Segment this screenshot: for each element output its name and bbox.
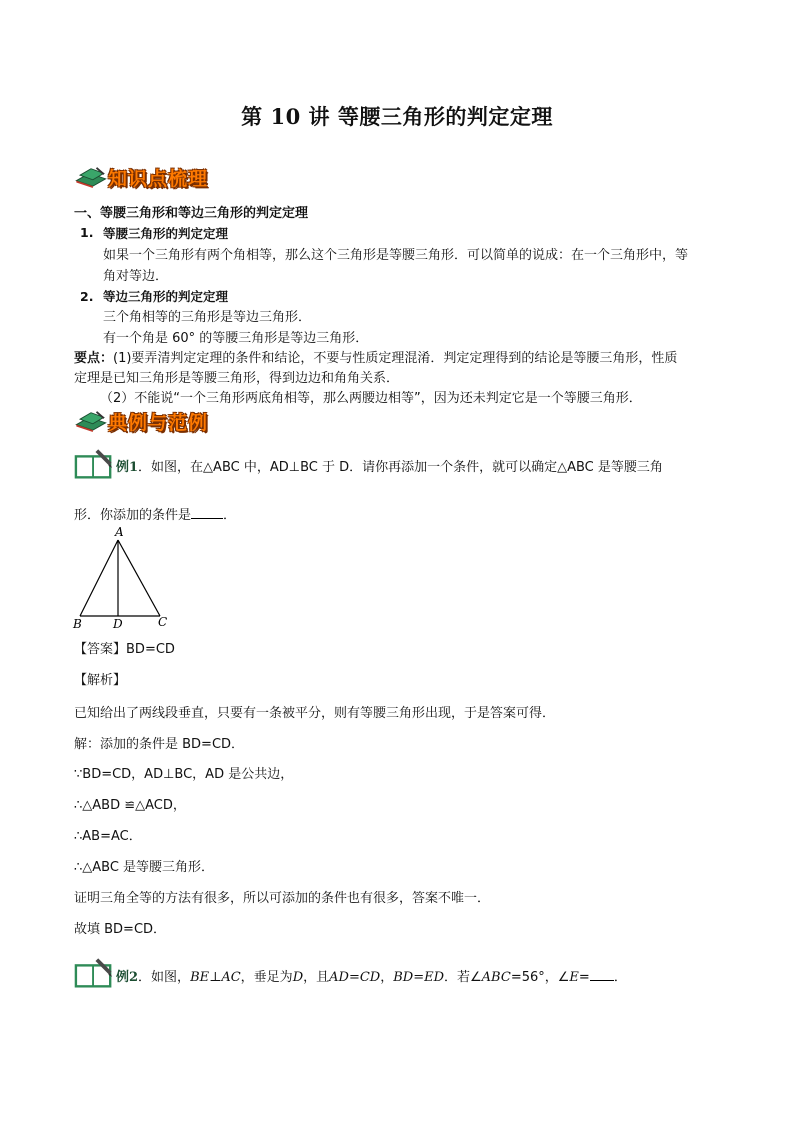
ex2-math: BE⊥AC	[190, 970, 241, 985]
ex2-text: ，且	[303, 970, 330, 985]
ex2-math: AD=CD	[329, 970, 381, 985]
notebook-pencil-icon	[74, 955, 114, 991]
triangle-figure	[70, 524, 170, 634]
vertex-label-a: A	[115, 525, 124, 539]
section-heading: 一、等腰三角形和等边三角形的判定定理	[74, 206, 309, 221]
examples-banner	[74, 406, 208, 436]
analysis-line: ∴AB=AC．	[74, 829, 142, 844]
analysis-line: ∴△ABC 是等腰三角形．	[74, 860, 215, 875]
item1-number: 1.	[80, 225, 94, 240]
example1-text-b-end: ．	[223, 508, 237, 523]
ex2-text: ．如图，	[138, 970, 191, 985]
key-text-a: (1)要弄清判定定理的条件和结论，不要与性质定理混淆．判定定理得到的结论是等腰三角形，性质	[113, 351, 678, 366]
ex2-text: =	[578, 970, 590, 985]
ex2-text: ．	[613, 970, 627, 985]
ex2-math: ABC	[481, 970, 511, 985]
answer-label: 【答案】	[74, 642, 127, 657]
books-icon	[74, 410, 108, 432]
example1-label: 例1	[116, 460, 139, 475]
item1-title: 等腰三角形的判定定理	[103, 226, 229, 241]
analysis-line: ∴△ABD ≌△ACD，	[74, 798, 186, 813]
page-title: 第 10 讲 等腰三角形的判定定理	[241, 104, 553, 129]
analysis-line: ∵BD=CD，AD⊥BC，AD 是公共边，	[74, 767, 294, 782]
item2-number: 2.	[80, 289, 94, 304]
analysis-line: 故填 BD=CD．	[74, 922, 167, 937]
key-label: 要点：	[74, 351, 114, 366]
books-icon	[74, 166, 108, 188]
vertex-label-c: C	[158, 615, 168, 629]
answer-value: BD=CD	[126, 642, 175, 657]
example2-label: 例2	[116, 970, 139, 985]
answer-blank	[191, 506, 223, 519]
vertex-label-d: D	[113, 617, 123, 631]
ex2-math: D	[292, 970, 304, 985]
example1-text-b: 形．你添加的条件是	[74, 508, 192, 523]
analysis-line: 已知给出了两线段垂直，只要有一条被平分，则有等腰三角形出现，于是答案可得．	[74, 706, 556, 721]
key-text-c: （2）不能说“一个三角形两底角相等，那么两腰边相等”，因为还未判定它是一个等腰三角形．	[100, 391, 642, 406]
ex2-text: ．若∠	[444, 970, 482, 985]
examples-banner-label: 典例与范例	[108, 411, 209, 434]
notebook-pencil-icon	[74, 446, 114, 482]
vertex-label-b: B	[73, 617, 82, 631]
item2-title: 等边三角形的判定定理	[103, 289, 229, 304]
ex2-text: ，	[380, 970, 394, 985]
ex2-text: ，垂足为	[240, 970, 293, 985]
example1-answer	[74, 638, 175, 657]
example1-text-a: ．如图，在△ABC 中，AD⊥BC 于 D．请你再添加一个条件，就可以确定△ABC 是等腰三角	[138, 460, 663, 475]
knowledge-banner-label: 知识点梳理	[108, 167, 209, 190]
example2-question	[116, 966, 627, 985]
example1-question-b	[74, 504, 236, 523]
analysis-label: 【解析】	[74, 673, 127, 688]
item2-text-b: 有一个角是 60° 的等腰三角形是等边三角形．	[103, 331, 369, 346]
analysis-line: 解：添加的条件是 BD=CD．	[74, 737, 245, 752]
ex2-math: E	[569, 970, 579, 985]
knowledge-banner	[74, 162, 208, 192]
key-text-b: 定理是已知三角形是等腰三角形，得到边边和角角关系．	[74, 371, 400, 386]
item1-text-a: 如果一个三角形有两个角相等，那么这个三角形是等腰三角形．可以简单的说成：在一个三角形中，等	[103, 248, 689, 263]
analysis-line: 证明三角全等的方法有很多，所以可添加的条件也有很多，答案不唯一．	[74, 891, 491, 906]
item1-text-b: 角对等边．	[103, 269, 169, 284]
key-points	[74, 347, 677, 366]
ex2-math: BD=ED	[393, 970, 445, 985]
ex2-text: =56°，∠	[510, 970, 570, 985]
item2-text-a: 三个角相等的三角形是等边三角形．	[103, 310, 312, 325]
answer-blank	[590, 968, 614, 981]
example1-question-a	[116, 456, 663, 475]
